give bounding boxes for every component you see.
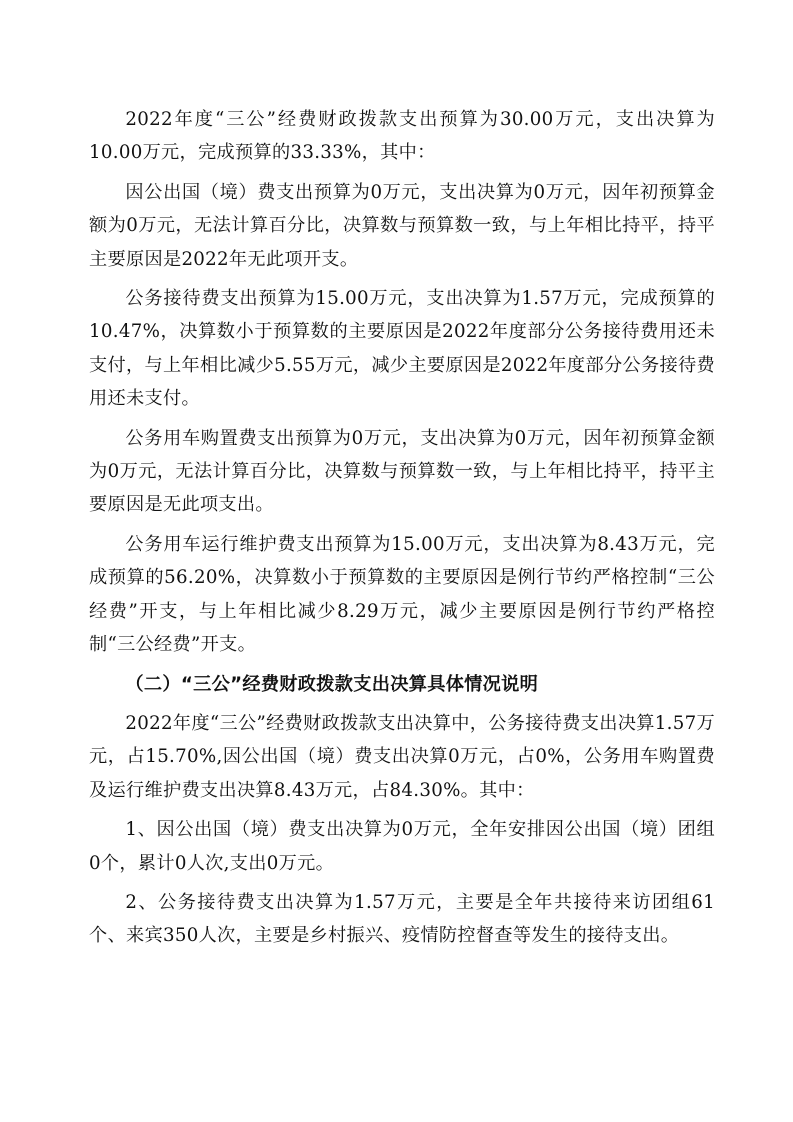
paragraph-vehicle-purchase: 公务用车购置费支出预算为0万元，支出决算为0万元，因年初预算金额为0万元，无法计算百分比，决算数与预算数一致，与上年相比持平，持平主要原因是无此项支出。 bbox=[89, 427, 715, 516]
paragraph-summary: 2022年度“三公”经费财政拨款支出预算为30.00万元，支出决算为10.00万元，完成预算的33.33%，其中： bbox=[89, 109, 715, 164]
paragraph-item-2-reception: 2、公务接待费支出决算为1.57万元，主要是全年共接待来访团组61个、来宾350人次，主要是乡村振兴、疫情防控督查等发生的接待支出。 bbox=[89, 891, 715, 947]
section-heading: （二）“三公”经费财政拨款支出决算具体情况说明 bbox=[125, 673, 539, 695]
paragraph-item-1-overseas: 1、因公出国（境）费支出决算为0万元，全年安排因公出国（境）团组0个，累计0人次,支出0万元。 bbox=[89, 819, 715, 874]
paragraph-vehicle-maintenance: 公务用车运行维护费支出预算为15.00万元，支出决算为8.43万元，完成预算的56.20%，决算数小于预算数的主要原因是例行节约严格控制“三公经费”开支，与上年相比减少8.29万元，减少主要原因是例行节约严格控制“三公经费”开支。 bbox=[89, 533, 715, 656]
paragraph-overseas-travel: 因公出国（境）费支出预算为0万元，支出决算为0万元，因年初预算金额为0万元，无法计算百分比，决算数与预算数一致，与上年相比持平，持平主要原因是2022年无此项开支。 bbox=[89, 181, 715, 270]
paragraph-final-accounts-breakdown: 2022年度“三公”经费财政拨款支出决算中，公务接待费支出决算1.57万元，占15.70%,因公出国（境）费支出决算0万元，占0%，公务用车购置费及运行维护费支出决算8.43万元，占84.30%。其中： bbox=[89, 712, 715, 801]
paragraph-official-reception: 公务接待费支出预算为15.00万元，支出决算为1.57万元，完成预算的10.47%，决算数小于预算数的主要原因是2022年度部分公务接待费用还未支付，与上年相比减少5.55万元，减少主要原因是2022年度部分公务接待费用还未支付。 bbox=[89, 288, 715, 410]
document-page bbox=[89, 103, 715, 959]
